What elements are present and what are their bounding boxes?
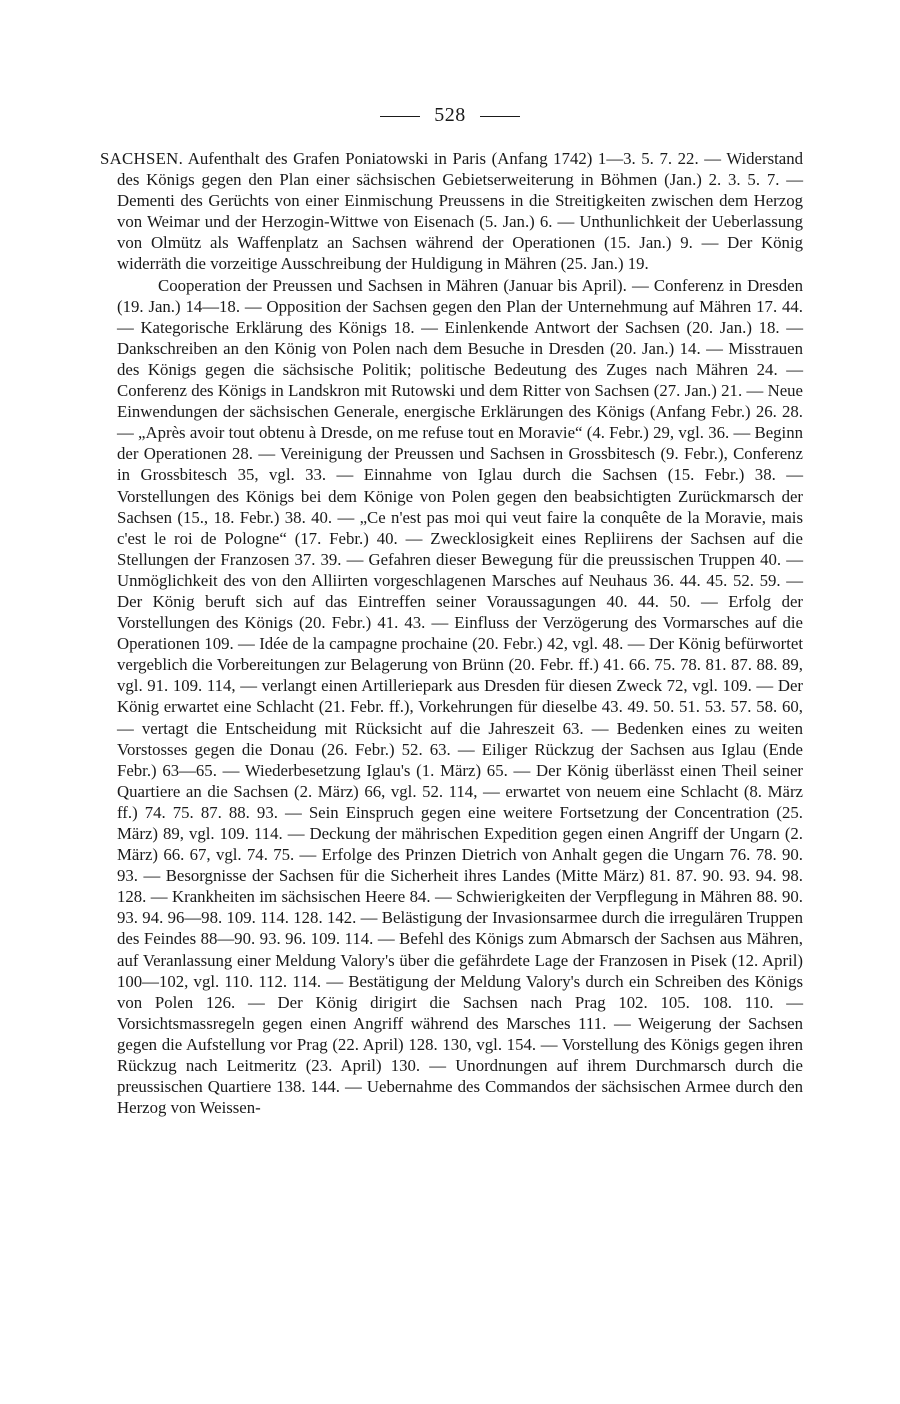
entry-paragraph-2: Cooperation der Preussen und Sachsen in Mähren (Januar bis April). — Conferenz in Dresden (19. Jan.) 14—18. — Opposition der Sachsen gegen den Plan der Unternehmung auf Mähren 17. 44. — Kategorische Erklärung des Königs 18. — Einlenkende Antwort der Sachsen (20. Jan.) 18. — Dankschreiben an den König von Polen nach dem Besuche in Dresden (20. Jan.) 14. — Misstrauen des Königs gegen die sächsische Politik; politische Bedeutung des Zuges nach Mähren 24. — Conferenz des Königs in Landskron mit Rutowski und dem Ritter von Sachsen (27. Jan.) 21. — Neue Einwendungen der sächsischen Generale, energische Erklärungen des Königs (Anfang Febr.) 26. 28. — „Après avoir tout obtenu à Dresde, on me refuse tout en Moravie“ (4. Febr.) 29, vgl. 36. — Beginn der Operationen 28. — Vereinigung der Preussen und Sachsen in Grossbitesch (9. Febr.), Conferenz in Grossbitesch 35, vgl. 33. — Einnahme von Iglau durch die Sachsen (15. Febr.) 38. — Vorstellungen des Königs bei dem Könige von Polen gegen den beabsichtigten Zurückmarsch der Sachsen (15., 18. Febr.) 38. 40. — „Ce n'est pas moi qui veut faire la conquête de la Moravie, mais c'est le roi de Pologne“ (17. Febr.) 40. — Zwecklosigkeit eines Repliirens der Sachsen auf die Stellungen der Franzosen 37. 39. — Gefahren dieser Bewegung für die preussischen Truppen 40. — Unmöglichkeit des von den Alliirten vorgeschlagenen Marsches auf Neuhaus 36. 44. 45. 52. 59. — Der König beruft sich auf das Eintreffen seiner Voraussagungen 40. 44. 50. — Erfolg der Vorstellungen des Königs (20. Febr.) 41. 43. — Einfluss der Verzögerung des Vormarsches auf die Operationen 109. — Idée de la campagne prochaine (20. Febr.) 42, vgl. 48. — Der König befürwortet vergeblich die Vorbereitungen zur Belagerung von Brünn (20. Febr. ff.) 41. 66. 75. 78. 81. 87. 88. 89, vgl. 91. 109. 114, — verlangt einen Artilleriepark aus Dresden für diesen Zweck 72, vgl. 109. — Der König erwartet eine Schlacht (21. Febr. ff.), Vorkehrungen für dieselbe 43. 49. 50. 51. 53. 57. 58. 60, — vertagt die Entscheidung mit Rücksicht auf die Jahreszeit 63. — Bedenken eines zu weiten Vorstosses gegen die Donau (26. Febr.) 52. 63. — Eiliger Rückzug der Sachsen aus Iglau (Ende Febr.) 63—65. — Wiederbesetzung Iglau's (1. März) 65. — Der König überlässt einen Theil seiner Quartiere an die Sachsen (2. März) 66, vgl. 52. 114, — erwartet von neuem eine Schlacht (8. März ff.) 74. 75. 87. 88. 93. — Sein Einspruch gegen eine weitere Fortsetzung der Concentration (25. März) 89, vgl. 109. 114. — Deckung der mährischen Expedition gegen einen Angriff der Ungarn (2. März) 66. 67, vgl. 74. 75. — Erfolge des Prinzen Dietrich von Anhalt gegen die Ungarn 76. 78. 90. 93. — Besorgnisse der Sachsen für die Sicherheit ihres Landes (Mitte März) 81. 87. 90. 93. 94. 98. 128. — Krankheiten im sächsischen Heere 84. — Schwierigkeiten der Verpflegung in Mähren 88. 90. 93. 94. 96—98. 109. 114. 128. 142. — Belästigung der Invasionsarmee durch die irregulären Truppen des Feindes 88—90. 93. 96. 109. 114. — Befehl des Königs zum Abmarsch der Sachsen aus Mähren, auf Veranlassung einer Meldung Valory's über die gefährdete Lage der Franzosen in Pisek (12. April) 100—102, vgl. 110. 112. 114. — Bestätigung der Meldung Valory's durch ein Schreiben des Königs von Polen 126. — Der König dirigirt die Sachsen nach Prag 102. 105. 108. 110. — Vorsichtsmassregeln gegen einen Angriff während des Marsches 111. — Weigerung der Sachsen gegen die Aufstellung vor Prag (22. April) 128. 130, vgl. 154. — Vorstellung des Königs gegen ihren Rückzug nach Leitmeritz (23. April) 130. — Unordnungen auf ihrem Durchmarsch durch die preussischen Quartiere 138. 144. — Uebernahme des Commandos der sächsischen Armee durch den Herzog von Weissen- <box>117 275 803 1118</box>
right-dash-rule <box>480 116 520 117</box>
entry-paragraph-1 <box>100 148 803 275</box>
page-number-header <box>0 104 900 127</box>
left-dash-rule <box>380 116 420 117</box>
index-entry-body <box>100 148 803 1118</box>
page-number: 528 <box>434 104 466 126</box>
entry-paragraph-1-text: Aufenthalt des Grafen Poniatowski in Paris (Anfang 1742) 1—3. 5. 7. 22. — Widerstand des Königs gegen den Plan einer sächsischen Gebietserweiterung in Böhmen (Jan.) 2. 3. 5. 7. — Dementi des Gerüchts von einer Einmischung Preussens in die Streitigkeiten zwischen dem Herzog von Weimar und der Herzogin-Wittwe von Eisenach (5. Jan.) 6. — Unthunlichkeit der Ueberlassung von Olmütz als Waffenplatz an Sachsen während der Operationen (15. Jan.) 9. — Der König widerräth die vorzeitige Ausschreibung der Huldigung in Mähren (25. Jan.) 19. <box>117 149 803 274</box>
entry-headword: SACHSEN. <box>100 149 184 168</box>
